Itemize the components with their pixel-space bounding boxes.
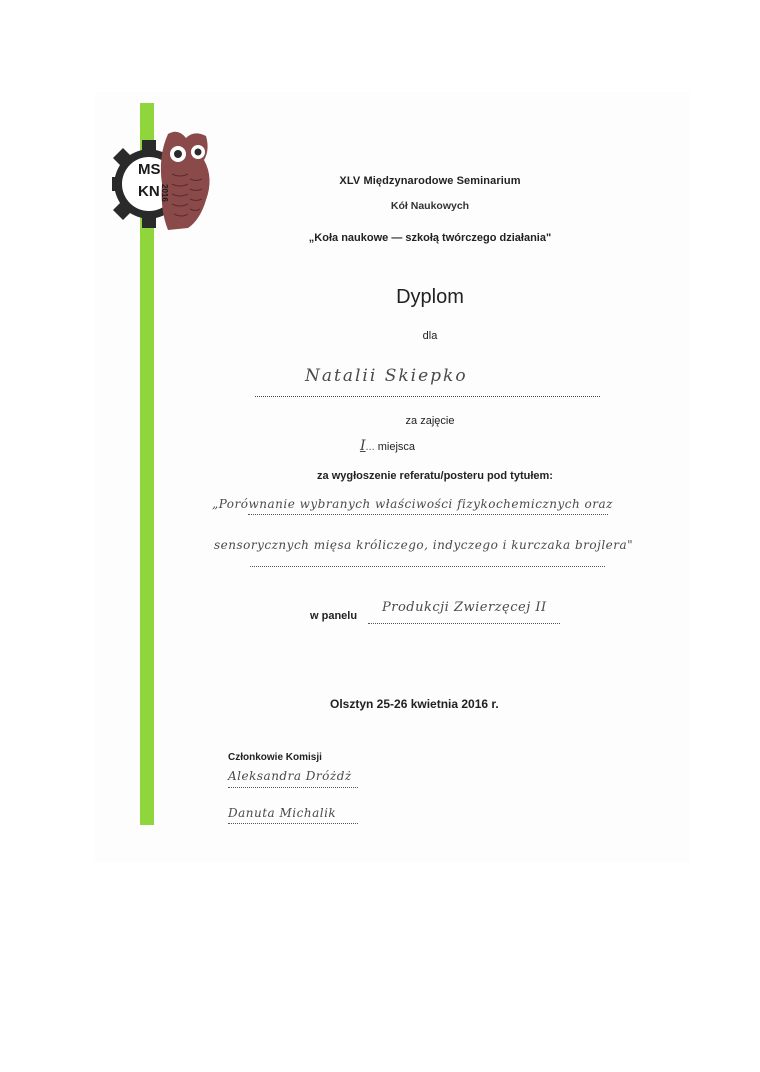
paper-title-line-2: sensorycznych mięsa króliczego, indyczego i kurczaka brojlera" xyxy=(214,538,634,552)
gear-owl-logo-icon xyxy=(112,124,216,242)
signature-member-2: Danuta Michalik xyxy=(228,806,337,820)
recipient-line xyxy=(255,396,600,397)
svg-text:MS: MS xyxy=(138,161,161,178)
seminar-title: XLV Międzynarodowe Seminarium xyxy=(339,175,521,187)
paper-title-line-1: „Porównanie wybranych właściwości fizykochemicznych oraz xyxy=(212,497,613,511)
panel-underline xyxy=(368,623,560,624)
place-row: I... miejsca xyxy=(360,438,416,454)
place-value: I xyxy=(360,438,366,454)
signature-member-1: Aleksandra Dróżdż xyxy=(228,769,352,783)
paper-title-underline-1 xyxy=(248,514,608,515)
panel-label: w panelu xyxy=(310,610,358,622)
place-suffix: miejsca xyxy=(377,441,416,453)
logo-mskn xyxy=(112,124,216,242)
recipient-name: Natalii Skiepko xyxy=(305,366,468,386)
taking-label: za zajęcie xyxy=(405,415,455,427)
signature-line-1 xyxy=(228,787,358,788)
paper-title-underline-2 xyxy=(250,566,605,567)
panel-value: Produkcji Zwierzęcej II xyxy=(382,600,547,615)
svg-text:2016: 2016 xyxy=(160,184,169,202)
diploma-title: Dyplom xyxy=(396,286,464,308)
seminar-motto: „Koła naukowe — szkołą twórczego działania" xyxy=(308,232,552,244)
signature-line-2 xyxy=(228,823,358,824)
committee-heading: Członkowie Komisji xyxy=(228,752,322,763)
seminar-subtitle: Kół Naukowych xyxy=(390,200,470,212)
for-label: dla xyxy=(422,330,438,342)
date-line: Olsztyn 25-26 kwietnia 2016 r. xyxy=(330,697,499,711)
presentation-label: za wygłoszenie referatu/posteru pod tytułem: xyxy=(317,470,553,482)
svg-text:KN: KN xyxy=(138,183,160,200)
